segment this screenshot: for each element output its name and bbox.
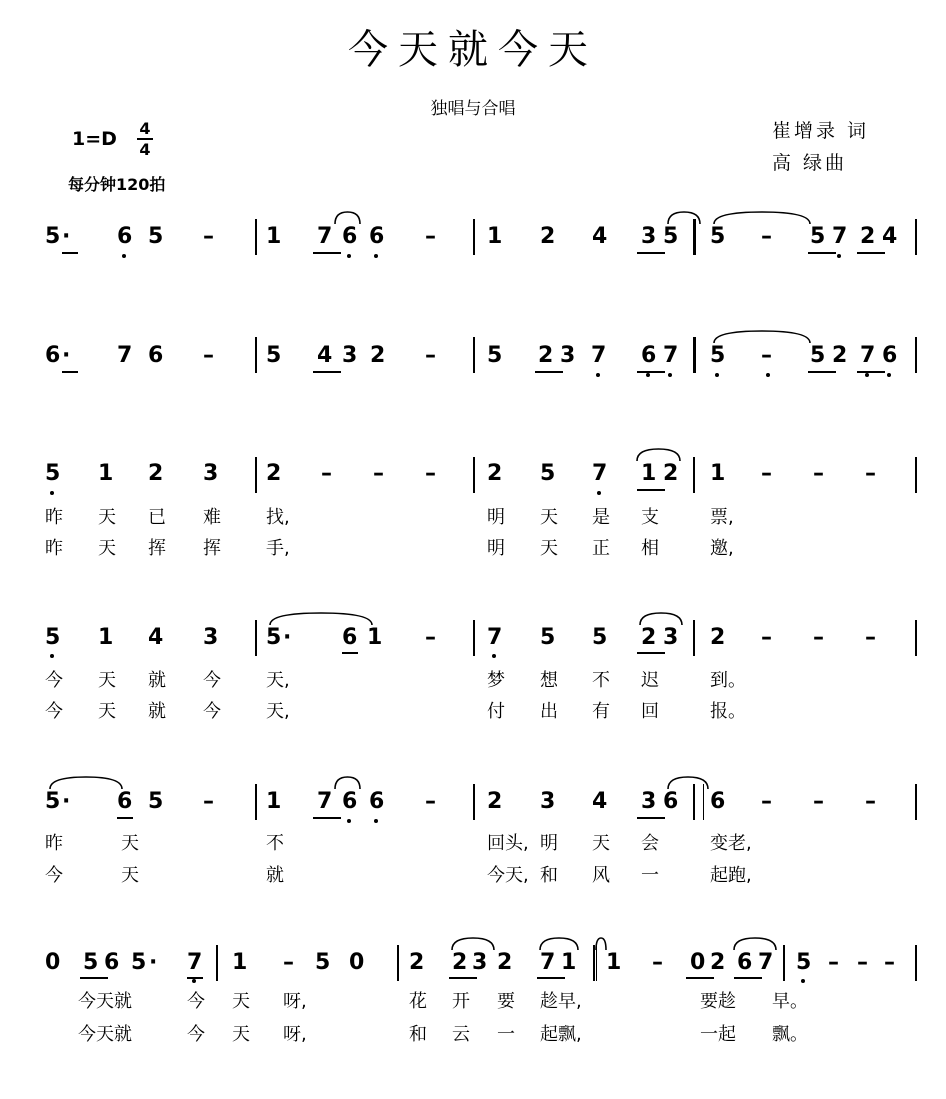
lyric-word: 今 xyxy=(203,670,221,691)
note: 2 xyxy=(832,343,848,368)
eighth-underline xyxy=(62,252,78,254)
lyric-word: 手, xyxy=(266,538,290,559)
key-signature: 1=D xyxy=(72,128,117,150)
low-octave-dot xyxy=(50,491,54,495)
barline xyxy=(915,784,917,820)
low-octave-dot xyxy=(715,373,719,377)
lyricist-credit: 崔增录 词 xyxy=(772,120,870,142)
lyric-word: 趁早, xyxy=(540,991,582,1012)
note: 0 xyxy=(349,950,365,975)
note: 3 xyxy=(560,343,576,368)
sustain-dash: – xyxy=(425,224,436,249)
slur-tie xyxy=(635,447,682,463)
sustain-dash: – xyxy=(813,625,824,650)
lyric-word: 已 xyxy=(148,507,166,528)
note: 5 xyxy=(83,950,99,975)
barline xyxy=(473,219,475,255)
sustain-dash: – xyxy=(865,461,876,486)
sustain-dash: – xyxy=(321,461,332,486)
lyric-word: 就 xyxy=(148,701,166,722)
note: 6 xyxy=(148,343,164,368)
eighth-underline xyxy=(808,371,836,373)
note: 2 xyxy=(710,625,726,650)
note: 6 xyxy=(342,224,358,249)
note: 6 xyxy=(710,789,726,814)
note: 6 xyxy=(117,224,133,249)
note: 5 xyxy=(148,224,164,249)
low-octave-dot xyxy=(374,819,378,823)
lyric-word: 要趁 xyxy=(700,991,736,1012)
slur-arc xyxy=(540,938,578,950)
slur-arc xyxy=(640,613,682,625)
sustain-dash: – xyxy=(761,343,772,368)
subtitle: 独唱与合唱 xyxy=(430,99,516,119)
note: 5 xyxy=(710,343,726,368)
slur-tie xyxy=(333,775,362,791)
lyric-word: 天 xyxy=(121,865,139,886)
note: 6 xyxy=(45,343,61,368)
note: 4 xyxy=(882,224,898,249)
slur-arc xyxy=(637,449,680,461)
lyric-word: 天, xyxy=(266,701,290,722)
note: 1 xyxy=(367,625,383,650)
note: 0 xyxy=(45,950,61,975)
lyric-word: 相 xyxy=(641,538,659,559)
sustain-dash: – xyxy=(425,625,436,650)
eighth-underline xyxy=(313,252,341,254)
lyric-word: 邀, xyxy=(710,538,734,559)
slur-tie xyxy=(268,611,374,627)
note: 5 xyxy=(540,625,556,650)
note: 7 xyxy=(860,343,876,368)
sustain-dash: – xyxy=(652,950,663,975)
sustain-dash: – xyxy=(203,789,214,814)
eighth-underline xyxy=(117,817,133,819)
barline xyxy=(693,457,695,493)
slur-arc xyxy=(714,331,810,343)
slur-tie xyxy=(666,210,702,226)
note: 2 xyxy=(148,461,164,486)
low-octave-dot xyxy=(50,654,54,658)
lyric-word: 一 xyxy=(641,865,659,886)
lyric-word: 天 xyxy=(232,1024,250,1045)
note: 7 xyxy=(758,950,774,975)
lyric-word: 会 xyxy=(641,833,659,854)
note: 5 xyxy=(266,625,282,650)
note: 5 xyxy=(45,625,61,650)
sustain-dash: – xyxy=(865,789,876,814)
note: 6 xyxy=(342,789,358,814)
note: 5 xyxy=(45,789,61,814)
note: 1 xyxy=(232,950,248,975)
low-octave-dot xyxy=(492,654,496,658)
note: 7 xyxy=(487,625,503,650)
barline xyxy=(473,457,475,493)
note: 5 xyxy=(45,461,61,486)
sustain-dash: – xyxy=(203,224,214,249)
low-octave-dot xyxy=(347,254,351,258)
note: 6 xyxy=(369,789,385,814)
sustain-dash: – xyxy=(761,625,772,650)
time-signature-bottom: 4 xyxy=(139,140,151,159)
low-octave-dot xyxy=(597,491,601,495)
barline xyxy=(473,784,475,820)
lyric-word: 天, xyxy=(266,670,290,691)
sustain-dash: – xyxy=(203,343,214,368)
note: 5 xyxy=(266,343,282,368)
low-octave-dot xyxy=(347,819,351,823)
lyric-word: 变老, xyxy=(710,833,752,854)
lyric-word: 付 xyxy=(487,701,505,722)
slur-arc xyxy=(734,938,776,950)
barline xyxy=(255,784,257,820)
lyric-word: 今 xyxy=(187,1024,205,1045)
lyric-word: 挥 xyxy=(203,538,221,559)
eighth-underline xyxy=(342,652,358,654)
slur-arc xyxy=(335,777,360,789)
note: 5 xyxy=(810,343,826,368)
lyric-word: 早。 xyxy=(772,991,808,1012)
eighth-underline xyxy=(537,977,565,979)
slur-arc xyxy=(668,777,708,789)
note: 6 xyxy=(342,625,358,650)
low-octave-dot xyxy=(837,254,841,258)
note: 5 xyxy=(45,224,61,249)
lyric-word: 呀, xyxy=(283,991,307,1012)
lyric-word: 昨 xyxy=(45,507,63,528)
lyric-word: 天 xyxy=(98,670,116,691)
dotted-note-dot: · xyxy=(62,343,71,368)
note: 3 xyxy=(472,950,488,975)
lyric-word: 票, xyxy=(710,507,734,528)
note: 4 xyxy=(592,224,608,249)
sustain-dash: – xyxy=(761,789,772,814)
sustain-dash: – xyxy=(813,461,824,486)
lyric-word: 挥 xyxy=(148,538,166,559)
lyric-word: 明 xyxy=(540,833,558,854)
note: 7 xyxy=(663,343,679,368)
note: 6 xyxy=(641,343,657,368)
note: 2 xyxy=(663,461,679,486)
eighth-underline xyxy=(857,371,885,373)
lyric-word: 迟 xyxy=(641,670,659,691)
note: 5 xyxy=(663,224,679,249)
note: 7 xyxy=(317,789,333,814)
eighth-underline xyxy=(449,977,477,979)
slur-arc xyxy=(335,212,360,224)
lyric-word: 和 xyxy=(409,1024,427,1045)
lyric-word: 明 xyxy=(487,538,505,559)
song-title: 今天就今天 xyxy=(348,27,598,73)
lyric-word: 回头, xyxy=(487,833,529,854)
note: 3 xyxy=(641,224,657,249)
lyric-word: 是 xyxy=(592,507,610,528)
note: 2 xyxy=(266,461,282,486)
lyric-word: 今 xyxy=(45,865,63,886)
barline xyxy=(915,337,917,373)
lyric-word: 不 xyxy=(592,670,610,691)
note: 1 xyxy=(487,224,503,249)
time-signature-top: 4 xyxy=(139,119,151,138)
low-octave-dot xyxy=(122,254,126,258)
lyric-word: 一起 xyxy=(700,1024,736,1045)
slur-tie xyxy=(712,210,812,226)
eighth-underline xyxy=(637,817,665,819)
barline xyxy=(255,219,257,255)
lyric-word: 今 xyxy=(45,701,63,722)
lyric-word: 到。 xyxy=(710,670,746,691)
eighth-underline xyxy=(313,817,341,819)
sustain-dash: – xyxy=(865,625,876,650)
barline xyxy=(255,337,257,373)
slur-arc xyxy=(452,938,494,950)
note: 1 xyxy=(266,789,282,814)
barline xyxy=(693,620,695,656)
sustain-dash: – xyxy=(761,461,772,486)
lyric-word: 有 xyxy=(592,701,610,722)
dotted-note-dot: · xyxy=(62,224,71,249)
lyric-word: 天 xyxy=(232,991,250,1012)
note: 3 xyxy=(641,789,657,814)
tempo-marking: 每分钟120拍 xyxy=(68,175,166,194)
slur-tie xyxy=(666,775,710,791)
note: 2 xyxy=(497,950,513,975)
lyric-word: 天 xyxy=(98,701,116,722)
note: 5 xyxy=(796,950,812,975)
barline xyxy=(783,945,785,981)
note: 7 xyxy=(591,343,607,368)
note: 2 xyxy=(452,950,468,975)
low-octave-dot xyxy=(668,373,672,377)
lyric-word: 今 xyxy=(45,670,63,691)
lyric-word: 今 xyxy=(203,701,221,722)
sustain-dash: – xyxy=(828,950,839,975)
dotted-note-dot: · xyxy=(149,950,158,975)
eighth-underline xyxy=(535,371,563,373)
note: 2 xyxy=(710,950,726,975)
slur-tie xyxy=(594,936,608,952)
lyric-word: 就 xyxy=(266,865,284,886)
dotted-note-dot: · xyxy=(283,625,292,650)
lyric-word: 今天, xyxy=(487,865,529,886)
eighth-underline xyxy=(637,652,665,654)
low-octave-dot xyxy=(801,979,805,983)
lyric-word: 一 xyxy=(497,1024,515,1045)
lyric-word: 今 xyxy=(187,991,205,1012)
note: 3 xyxy=(342,343,358,368)
note: 2 xyxy=(641,625,657,650)
sustain-dash: – xyxy=(425,789,436,814)
note: 1 xyxy=(98,625,114,650)
note: 1 xyxy=(266,224,282,249)
eighth-underline xyxy=(637,371,665,373)
note: 1 xyxy=(606,950,622,975)
note: 2 xyxy=(538,343,554,368)
slur-arc xyxy=(668,212,700,224)
composer-credit: 高 绿曲 xyxy=(772,152,848,174)
eighth-underline xyxy=(80,977,108,979)
eighth-underline xyxy=(62,371,78,373)
eighth-underline xyxy=(686,977,714,979)
lyric-word: 梦 xyxy=(487,670,505,691)
note: 3 xyxy=(203,625,219,650)
low-octave-dot xyxy=(596,373,600,377)
note: 5 xyxy=(710,224,726,249)
lyric-word: 呀, xyxy=(283,1024,307,1045)
dotted-note-dot: · xyxy=(62,789,71,814)
note: 5 xyxy=(148,789,164,814)
note: 4 xyxy=(148,625,164,650)
lyric-word: 起飘, xyxy=(540,1024,582,1045)
slur-arc xyxy=(596,938,606,950)
lyric-word: 找, xyxy=(266,507,290,528)
note: 5 xyxy=(592,625,608,650)
note: 1 xyxy=(641,461,657,486)
barline xyxy=(915,219,917,255)
lyric-word: 正 xyxy=(592,538,610,559)
lyric-word: 天 xyxy=(98,507,116,528)
note: 5 xyxy=(131,950,147,975)
sustain-dash: – xyxy=(373,461,384,486)
lyric-word: 就 xyxy=(148,670,166,691)
slur-arc xyxy=(270,613,372,625)
note: 7 xyxy=(540,950,556,975)
slur-tie xyxy=(450,936,496,952)
lyric-word: 天 xyxy=(121,833,139,854)
eighth-underline xyxy=(857,252,885,254)
note: 6 xyxy=(117,789,133,814)
low-octave-dot xyxy=(646,373,650,377)
slur-arc xyxy=(714,212,810,224)
note: 6 xyxy=(369,224,385,249)
eighth-underline xyxy=(637,252,665,254)
barline xyxy=(397,945,399,981)
lyric-word: 明 xyxy=(487,507,505,528)
note: 2 xyxy=(487,461,503,486)
low-octave-dot xyxy=(374,254,378,258)
lyric-word: 想 xyxy=(540,670,558,691)
note: 3 xyxy=(663,625,679,650)
note: 3 xyxy=(540,789,556,814)
low-octave-dot xyxy=(887,373,891,377)
lyric-word: 昨 xyxy=(45,538,63,559)
eighth-underline xyxy=(313,371,341,373)
lyric-word: 云 xyxy=(452,1024,470,1045)
lyric-word: 回 xyxy=(641,701,659,722)
lyric-word: 起跑, xyxy=(710,865,752,886)
slur-tie xyxy=(333,210,362,226)
barline xyxy=(915,945,917,981)
eighth-underline xyxy=(734,977,762,979)
note: 7 xyxy=(117,343,133,368)
note: 6 xyxy=(737,950,753,975)
time-signature xyxy=(137,120,153,158)
eighth-underline xyxy=(637,489,665,491)
lyric-word: 风 xyxy=(592,865,610,886)
lyric-word: 今天就 xyxy=(78,991,132,1012)
note: 4 xyxy=(317,343,333,368)
note: 7 xyxy=(317,224,333,249)
lyric-word: 天 xyxy=(540,538,558,559)
lyric-word: 昨 xyxy=(45,833,63,854)
lyric-word: 不 xyxy=(266,833,284,854)
lyric-word: 花 xyxy=(409,991,427,1012)
slur-tie xyxy=(48,775,124,791)
note: 2 xyxy=(409,950,425,975)
barline xyxy=(915,457,917,493)
barline xyxy=(915,620,917,656)
lyric-word: 开 xyxy=(452,991,470,1012)
slur-arc xyxy=(50,777,122,789)
lyric-word: 出 xyxy=(540,701,558,722)
note: 2 xyxy=(540,224,556,249)
lyric-word: 天 xyxy=(592,833,610,854)
note: 4 xyxy=(592,789,608,814)
sustain-dash: – xyxy=(857,950,868,975)
note: 6 xyxy=(882,343,898,368)
lyric-word: 报。 xyxy=(710,701,746,722)
lyric-word: 要 xyxy=(497,991,515,1012)
sustain-dash: – xyxy=(425,343,436,368)
sustain-dash: – xyxy=(283,950,294,975)
note: 5 xyxy=(810,224,826,249)
note: 2 xyxy=(860,224,876,249)
lyric-word: 今天就 xyxy=(78,1024,132,1045)
lyric-word: 支 xyxy=(641,507,659,528)
lyric-word: 和 xyxy=(540,865,558,886)
note: 1 xyxy=(98,461,114,486)
slur-tie xyxy=(732,936,778,952)
note: 2 xyxy=(487,789,503,814)
barline xyxy=(473,620,475,656)
sustain-dash: – xyxy=(425,461,436,486)
note: 6 xyxy=(663,789,679,814)
note: 1 xyxy=(561,950,577,975)
note: 5 xyxy=(315,950,331,975)
lyric-word: 飘。 xyxy=(772,1024,808,1045)
eighth-underline xyxy=(808,252,836,254)
low-octave-dot xyxy=(192,979,196,983)
sustain-dash: – xyxy=(813,789,824,814)
low-octave-dot xyxy=(865,373,869,377)
note: 1 xyxy=(710,461,726,486)
sustain-dash: – xyxy=(884,950,895,975)
barline xyxy=(695,337,696,373)
lyric-word: 难 xyxy=(203,507,221,528)
note: 7 xyxy=(187,950,203,975)
note: 7 xyxy=(592,461,608,486)
barline xyxy=(255,620,257,656)
note: 5 xyxy=(487,343,503,368)
barline xyxy=(216,945,218,981)
barline xyxy=(255,457,257,493)
note: 3 xyxy=(203,461,219,486)
slur-tie xyxy=(638,611,684,627)
slur-tie xyxy=(712,329,812,345)
note: 6 xyxy=(104,950,120,975)
sustain-dash: – xyxy=(761,224,772,249)
note: 0 xyxy=(690,950,706,975)
slur-tie xyxy=(538,936,580,952)
note: 5 xyxy=(540,461,556,486)
barline xyxy=(473,337,475,373)
lyric-word: 天 xyxy=(98,538,116,559)
note: 7 xyxy=(832,224,848,249)
note: 2 xyxy=(370,343,386,368)
low-octave-dot xyxy=(766,373,770,377)
lyric-word: 天 xyxy=(540,507,558,528)
